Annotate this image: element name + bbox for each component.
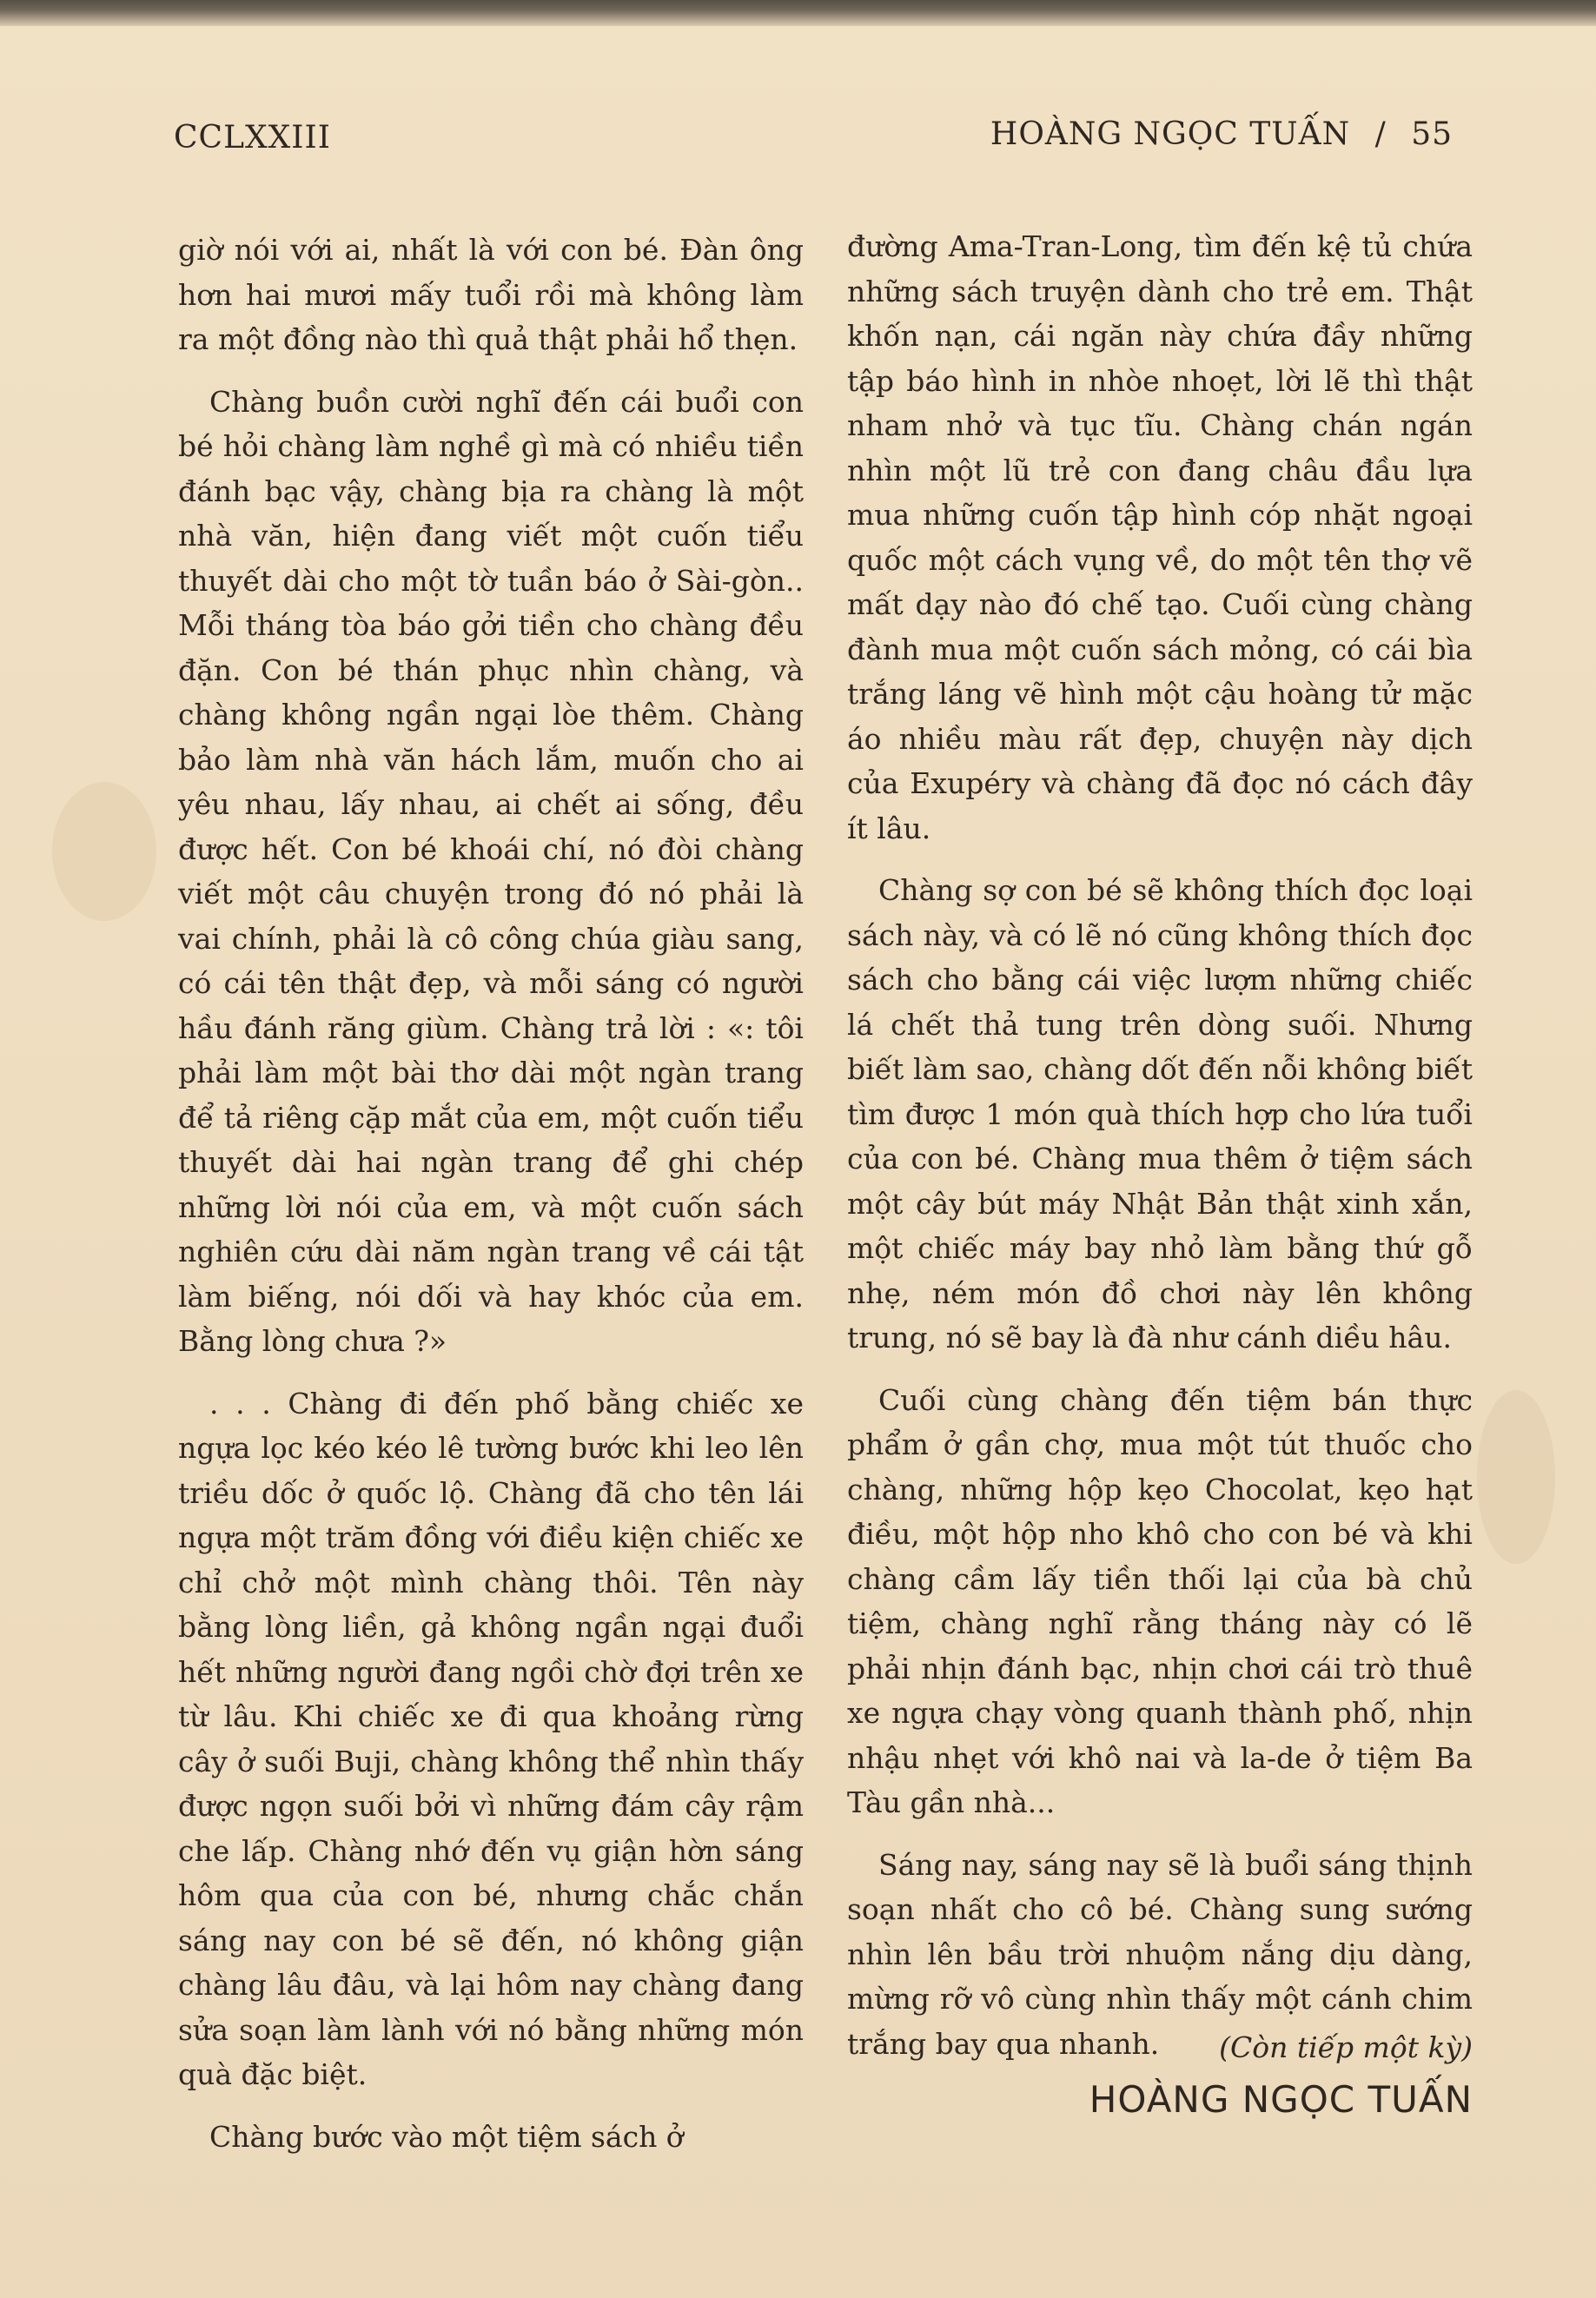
paragraph: Cuối cùng chàng đến tiệm bán thực phẩm ở gần chợ, mua một tút thuốc cho chàng, những hộp kẹo Chocolat, kẹo hạt điều, một hộp nho khô cho con bé và khi chàng cầm lấy tiền thối lại của bà chủ tiệm, chàng nghĩ rằng tháng này có lẽ phải nhịn đánh bạc, nhịn chơi cái trò thuê xe ngựa chạy vòng quanh thành phố, nhịn nhậu nhẹt với khô nai và la-de ở tiệm Ba Tàu gần nhà... xyxy=(847,1382,1473,1819)
page-header xyxy=(174,116,1453,172)
page-top-edge xyxy=(0,0,1596,26)
article-columns xyxy=(178,228,1473,2154)
paragraph: Chàng bước vào một tiệm sách ở xyxy=(209,2119,684,2154)
paragraph: đường Ama-Tran-Long, tìm đến kệ tủ chứa những sách truyện dành cho trẻ em. Thật khốn nạn, cái ngăn này chứa đầy những tập báo hình in nhòe nhoẹt, lời lẽ thì thật nham nhở và tục tĩu. Chàng chán ngán nhìn một lũ trẻ con đang châu đầu lựa mua những cuốn tập hình cóp nhặt ngoại quốc một cách vụng về, do một tên thợ vẽ mất dạy nào đó chế tạo. Cuối cùng chàng đành mua một cuốn sách mỏng, có cái bìa trắng láng vẽ hình một cậu hoàng tử mặc áo nhiều màu rất đẹp, chuyện này dịch của Exupéry và chàng đã đọc nó cách đây ít lâu. xyxy=(847,229,1473,845)
running-title: HOÀNG NGỌC TUẤN xyxy=(990,116,1351,152)
author-signature: HOÀNG NGỌC TUẤN xyxy=(1089,2078,1473,2121)
paragraph: giờ nói với ai, nhất là với con bé. Đàn ông hơn hai mươi mấy tuổi rồi mà không làm ra một đồng nào thì quả thật phải hổ thẹn. xyxy=(178,233,804,356)
paper-stain xyxy=(52,782,156,921)
issue-number: CCLXXIII xyxy=(174,120,331,156)
paper-stain xyxy=(1477,1390,1555,1564)
right-column xyxy=(847,224,1473,2066)
paragraph: Chàng sợ con bé sẽ không thích đọc loại sách này, và có lẽ nó cũng không thích đọc sách cho bằng cái việc lượm những chiếc lá chết thả tung trên dòng suối. Nhưng biết làm sao, chàng dốt đến nỗi không biết tìm được 1 món quà thích hợp cho lứa tuổi của con bé. Chàng mua thêm ở tiệm sách một cây bút máy Nhật Bản thật xinh xắn, một chiếc máy bay nhỏ làm bằng thứ gỗ nhẹ, ném món đồ chơi này lên không trung, nó sẽ bay là đà như cánh diều hâu. xyxy=(847,873,1473,1354)
page-number: 55 xyxy=(1411,116,1453,152)
paragraph: Chàng buồn cười nghĩ đến cái buổi con bé hỏi chàng làm nghề gì mà có nhiều tiền đánh bạc vậy, chàng bịa ra chàng là một nhà văn, hiện đang viết một cuốn tiểu thuyết dài cho một tờ tuần báo ở Sài-gòn.. Mỗi tháng tòa báo gởi tiền cho chàng đều đặn. Con bé thán phục nhìn chàng, và chàng không ngần ngại lòe thêm. Chàng bảo làm nhà văn hách lắm, muốn cho ai yêu nhau, lấy nhau, ai chết ai sống, đều được hết. Con bé khoái chí, nó đòi chàng viết một câu chuyện trong đó nó phải là vai chính, phải là cô công chúa giàu sang, có cái tên thật đẹp, và mỗi sáng có người hầu đánh răng giùm. Chàng trả lời : «: tôi phải làm một bài thơ dài một ngàn trang để tả riêng cặp mắt của em, một cuốn tiểu thuyết dài hai ngàn trang để ghi chép những lời nói của em, và một cuốn sách nghiên cứu dài năm ngàn trang về cái tật làm biếng, nói dối và hay khóc của em. Bằng lòng chưa ?» xyxy=(178,384,804,1358)
paragraph: . . . Chàng đi đến phố bằng chiếc xe ngựa lọc kéo kéo lê tường bước khi leo lên triều dốc ở quốc lộ. Chàng đã cho tên lái ngựa một trăm đồng với điều kiện chiếc xe chỉ chở một mình chàng thôi. Tên này bằng lòng liền, gả không ngần ngại đuổi hết những người đang ngồi chờ đợi trên xe từ lâu. Khi chiếc xe đi qua khoảng rừng cây ở suối Buji, chàng không thể nhìn thấy được ngọn suối bởi vì những đám cây rậm che lấp. Chàng nhớ đến vụ giận hờn sáng hôm qua của con bé, nhưng chắc chắn sáng nay con bé sẽ đến, nó không giận chàng lâu đâu, và lại hôm nay chàng đang sửa soạn làm lành với nó bằng những món quà đặc biệt. xyxy=(178,1386,804,2091)
header-separator: / xyxy=(1374,116,1387,152)
continued-note: (Còn tiếp một kỳ) xyxy=(1219,2030,1473,2064)
paragraph: Sáng nay, sáng nay sẽ là buổi sáng thịnh soạn nhất cho cô bé. Chàng sung sướng nhìn lên bầu trời nhuộm nắng dịu dàng, mừng rỡ vô cùng nhìn thấy một cánh chim trắng bay qua nhanh. xyxy=(847,1847,1473,2061)
running-head xyxy=(990,116,1453,152)
left-column xyxy=(178,228,804,2159)
